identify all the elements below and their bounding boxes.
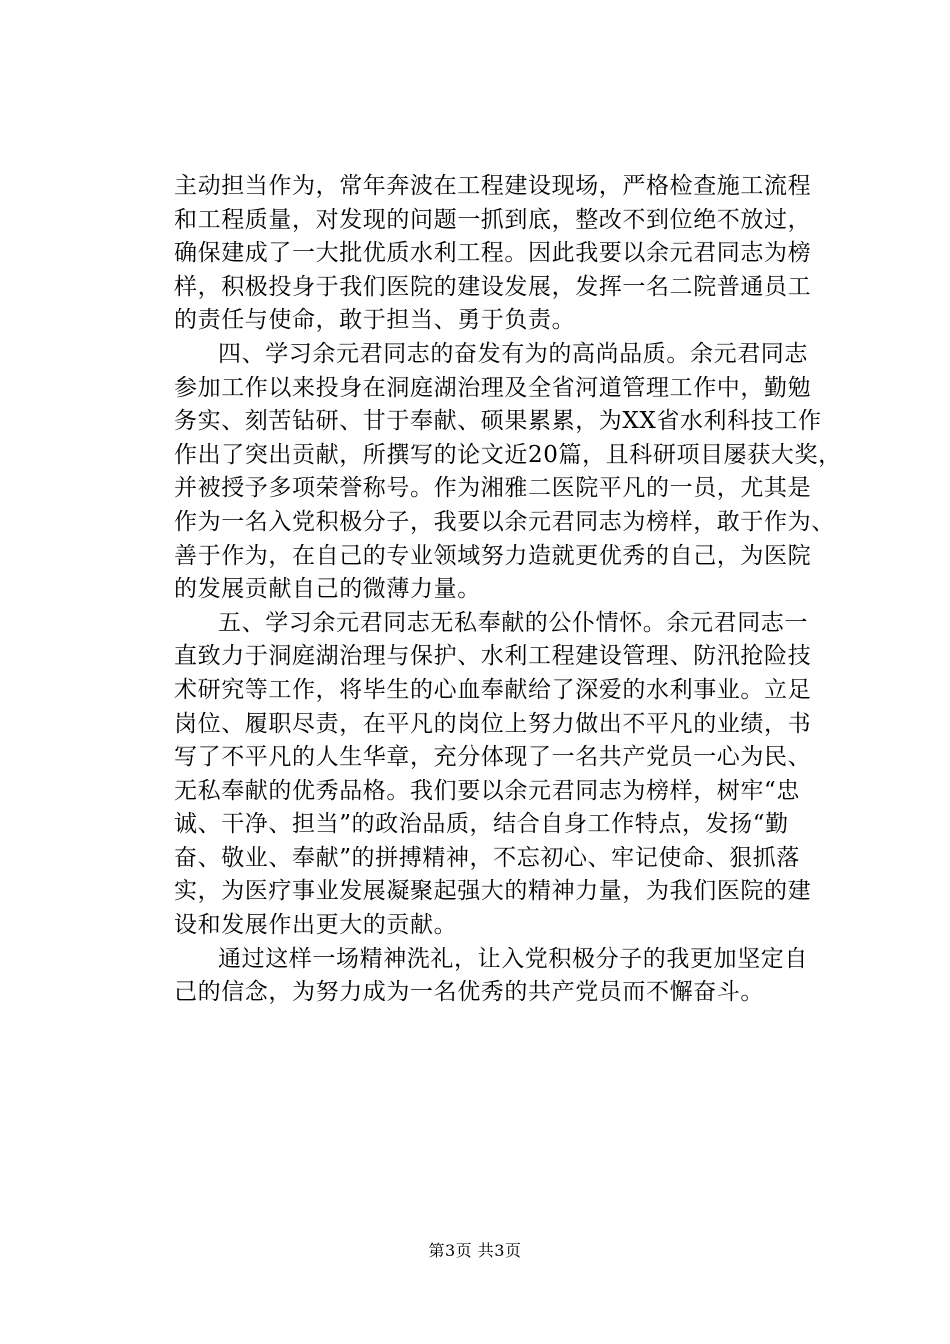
text-line: 主动担当作为，常年奔波在工程建设现场，严格检查施工流程: [174, 173, 812, 199]
page-number-footer: 第3页 共3页: [428, 1241, 522, 1260]
paragraph-continuation: [174, 170, 834, 338]
text-line: 设和发展作出更大的贡献。: [174, 912, 458, 939]
text-line: 作出了突出贡献，所撰写的论文近20篇，且科研项目屡获大奖，: [174, 441, 842, 468]
text-line: 的发展贡献自己的微薄力量。: [174, 576, 481, 603]
text-line: 务实、刻苦钻研、甘于奉献、硕果累累，为XX省水利科技工作: [174, 408, 822, 435]
text-line: 奋、敬业、奉献”的拼搏精神，不忘初心、牢记使命、狠抓落: [174, 844, 800, 871]
document-body: [174, 170, 842, 1010]
text-line: 样，积极投身于我们医院的建设发展，发挥一名二院普通员工: [174, 273, 812, 300]
text-line: 的责任与使命，敢于担当、勇于负责。: [174, 307, 576, 334]
paragraph-section-five: [174, 607, 834, 943]
text-line: 通过这样一场精神洗礼，让入党积极分子的我更加坚定自: [218, 945, 808, 972]
text-line: 参加工作以来投身在洞庭湖治理及全省河道管理工作中，勤勉: [174, 374, 812, 401]
paragraph-section-four: [174, 338, 842, 607]
text-line: 作为一名入党积极分子，我要以余元君同志为榜样，敢于作为、: [174, 508, 835, 535]
text-line: 五、学习余元君同志无私奉献的公仆情怀。余元君同志一: [218, 609, 808, 636]
text-line: 岗位、履职尽责，在平凡的岗位上努力做出不平凡的业绩，书: [174, 710, 812, 737]
text-line: 善于作为，在自己的专业领域努力造就更优秀的自己，为医院: [174, 542, 812, 569]
text-line: 确保建成了一大批优质水利工程。因此我要以余元君同志为榜: [174, 240, 812, 267]
text-line: 诚、干净、担当”的政治品质，结合自身工作特点，发扬“勤: [174, 811, 789, 838]
text-line: 写了不平凡的人生华章，充分体现了一名共产党员一心为民、: [174, 744, 812, 771]
text-line: 无私奉献的优秀品格。我们要以余元君同志为榜样，树牢“忠: [174, 777, 800, 804]
text-line: 并被授予多项荣誉称号。作为湘雅二医院平凡的一员，尤其是: [174, 475, 812, 502]
text-line: 和工程质量，对发现的问题一抓到底，整改不到位绝不放过，: [174, 206, 812, 233]
text-line: 术研究等工作，将毕生的心血奉献给了深爱的水利事业。立足: [174, 676, 812, 703]
text-line: 己的信念，为努力成为一名优秀的共产党员而不懈奋斗。: [174, 979, 764, 1006]
text-line: 直致力于洞庭湖治理与保护、水利工程建设管理、防汛抢险技: [174, 643, 812, 670]
text-line: 实，为医疗事业发展凝聚起强大的精神力量，为我们医院的建: [174, 878, 812, 905]
paragraph-conclusion: [174, 943, 834, 1010]
text-line: 四、学习余元君同志的奋发有为的高尚品质。余元君同志: [218, 340, 808, 367]
